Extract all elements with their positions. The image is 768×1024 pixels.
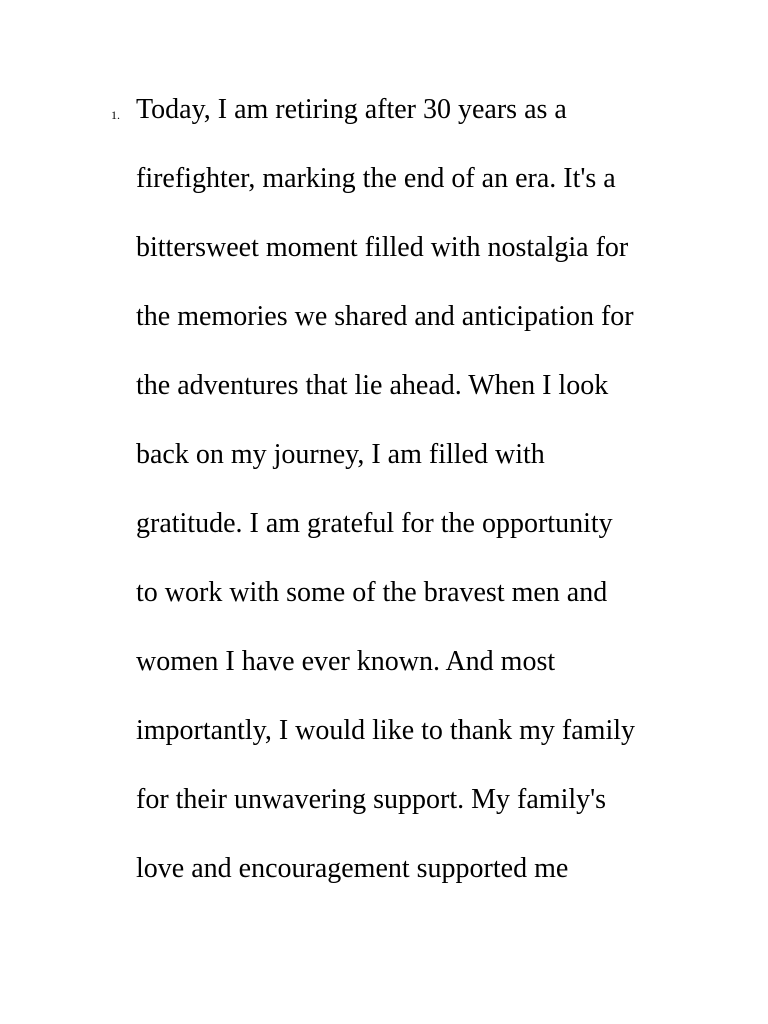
paragraph-line: firefighter, marking the end of an era. It's a xyxy=(136,163,616,194)
paragraph-line: love and encouragement supported me xyxy=(136,853,569,884)
paragraph-line: Today, I am retiring after 30 years as a xyxy=(136,94,567,125)
paragraph-line: gratitude. I am grateful for the opportunity xyxy=(136,508,613,539)
paragraph-line: to work with some of the bravest men and xyxy=(136,577,608,608)
paragraph-line: the adventures that lie ahead. When I look xyxy=(136,370,609,401)
paragraph-line: the memories we shared and anticipation for xyxy=(136,301,634,332)
list-number: 1. xyxy=(111,108,120,122)
paragraph-line: bittersweet moment filled with nostalgia for xyxy=(136,232,629,263)
paragraph-line: back on my journey, I am filled with xyxy=(136,439,545,470)
paragraph-line: for their unwavering support. My family's xyxy=(136,784,607,815)
paragraph-line: women I have ever known. And most xyxy=(136,646,556,677)
paragraph-line: importantly, I would like to thank my family xyxy=(136,715,635,746)
